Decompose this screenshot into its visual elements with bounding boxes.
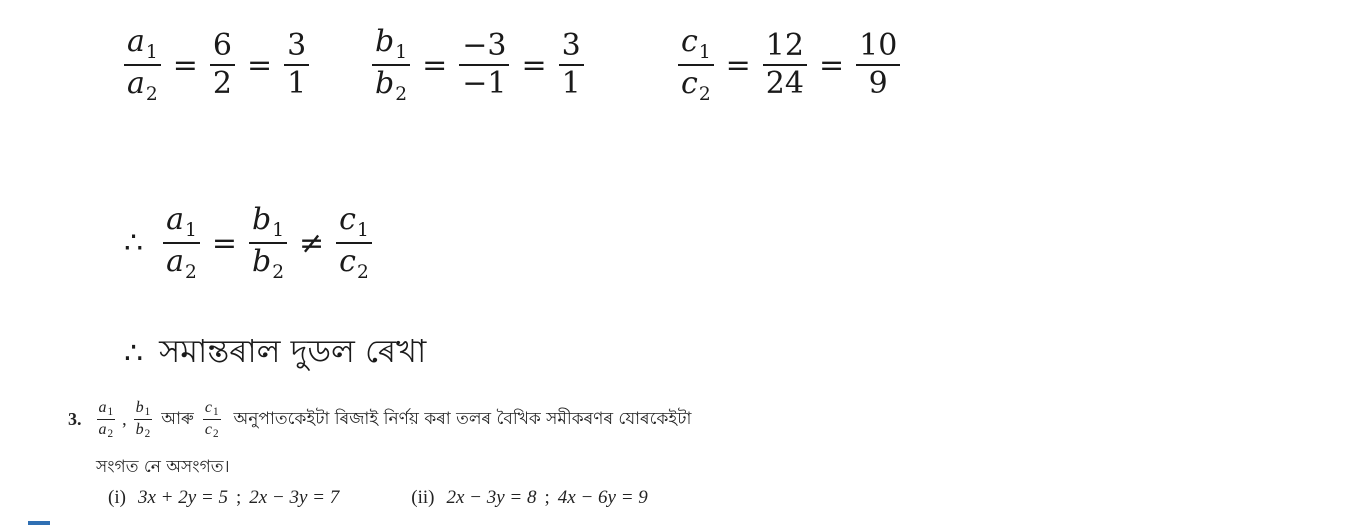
not-equal-symbol: ≠ [299,225,325,261]
part-ii: (ii) 2x − 3y = 8 ; 4x − 6y = 9 [411,487,648,508]
therefore-symbol: ∴ [124,225,144,261]
conclusion-text: সমান্তৰাল দুডল ৰেখা [159,332,427,370]
page-edge-marker [28,521,50,525]
small-fraction-c1-c2: $\frac{c_1}{c_2}$ [204,399,219,441]
question-number: 3. [68,409,82,429]
question-3-line1: 3. $\frac{a_1}{a_2}$ , $\frac{b_1}{b_2}$ আৰু $\frac{c_1}{c_2}$ অনুপাতকেইটা ৰিজাই নিৰ্ণয় কৰা তলৰ বৈখিক সমীকৰণৰ যোৰকেইটা [68,399,692,441]
fraction-b1-over-b2: $\frac{b_1}{b_2}$ [372,24,410,106]
fraction-6-over-2: $\frac{6}{2}$ [210,28,235,102]
fraction-c1-over-c2: $\frac{c_1}{c_2}$ [678,24,714,106]
small-fraction-a1-a2: $\frac{a_1}{a_2}$ [98,399,114,441]
question-3-line2: সংগত নে অসংগত। [96,457,230,477]
and-word: আৰু [161,408,194,429]
question-text-line1: অনুপাতকেইটা ৰিজাই নিৰ্ণয় কৰা তলৰ বৈখিক সমীকৰণৰ যোৰকেইটা [233,408,692,429]
conclusion-line [124,326,426,380]
fraction-10-over-9: $\frac{10}{9}$ [856,28,900,102]
therefore-symbol-conclusion: ∴ [124,335,144,371]
fraction-a1-over-a2-relation: $\frac{a_1}{a_2}$ [163,202,200,284]
question-3-parts [108,487,648,509]
fraction-12-over-24: $\frac{12}{24}$ [763,28,807,102]
fraction-neg3-over-neg1: $\frac{-3}{-1}$ [459,28,509,102]
therefore-relation: ∴ $\frac{a_1}{a_2}$ = $\frac{b_1}{b_2}$ ≠ $\frac{c_1}{c_2}$ [124,202,376,284]
fraction-c1-over-c2-relation: $\frac{c_1}{c_2}$ [336,202,372,284]
fraction-a1-over-a2: $\frac{a_1}{a_2}$ [124,24,161,106]
fraction-b1-over-b2-relation: $\frac{b_1}{b_2}$ [249,202,287,284]
ratio-a-equation: $\frac{a_1}{a_2}$ = $\frac{6}{2}$ = $\frac{3}{1}$ [120,24,313,106]
ratio-b-equation: $\frac{b_1}{b_2}$ = $\frac{-3}{-1}$ = $\frac{3}{1}$ [368,24,588,106]
small-fraction-b1-b2: $\frac{b_1}{b_2}$ [135,399,151,441]
fraction-3-over-1-b: $\frac{3}{1}$ [559,28,584,102]
ratio-c-equation: $\frac{c_1}{c_2}$ = $\frac{12}{24}$ = $\frac{10}{9}$ [674,24,904,106]
part-i: (i) 3x + 2y = 5 ; 2x − 3y = 7 [108,487,340,508]
fraction-3-over-1: $\frac{3}{1}$ [284,28,309,102]
